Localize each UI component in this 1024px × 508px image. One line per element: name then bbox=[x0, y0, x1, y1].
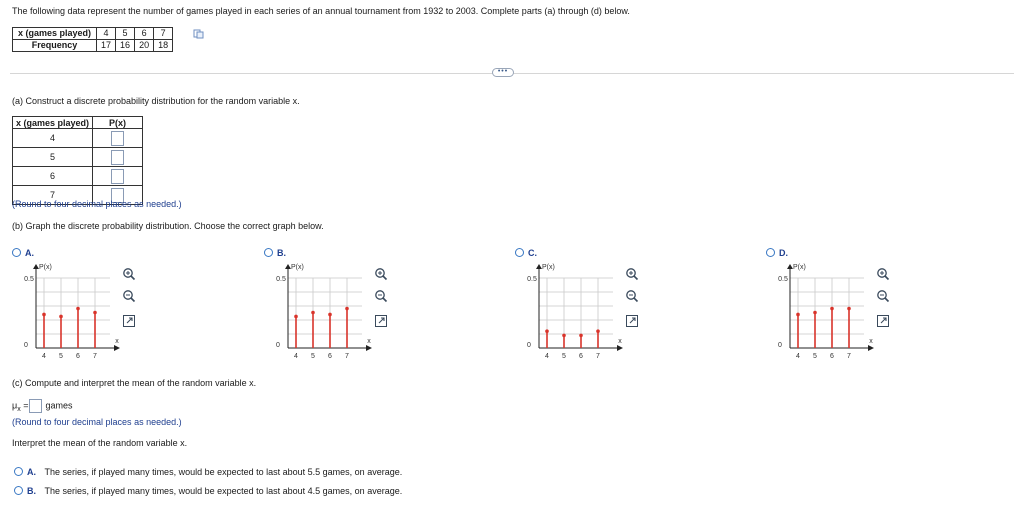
x-tick-label: 7 bbox=[345, 353, 349, 360]
table-row bbox=[13, 167, 143, 186]
x-tick-label: 4 bbox=[42, 353, 46, 360]
frequency-table bbox=[12, 27, 173, 52]
frequency-value: 17 bbox=[97, 40, 116, 52]
more-button[interactable]: ••• bbox=[492, 68, 514, 77]
zoom-in-icon[interactable] bbox=[876, 267, 890, 281]
copy-data-icon[interactable] bbox=[193, 29, 204, 39]
mu-subscript: x bbox=[17, 406, 21, 414]
probability-point bbox=[294, 315, 298, 319]
x-axis-label: x bbox=[618, 338, 622, 345]
y-tick-label: 0.5 bbox=[778, 276, 788, 283]
open-new-window-icon[interactable] bbox=[122, 314, 136, 328]
zoom-in-icon[interactable] bbox=[122, 267, 136, 281]
x-axis-arrow-icon bbox=[114, 345, 120, 351]
px-input-4[interactable] bbox=[111, 131, 124, 146]
probability-table bbox=[12, 116, 143, 205]
x-axis-arrow-icon bbox=[366, 345, 372, 351]
table-row bbox=[13, 129, 143, 148]
probability-graph bbox=[14, 260, 124, 360]
handle bbox=[885, 276, 889, 280]
probability-point bbox=[830, 307, 834, 311]
probability-graph bbox=[517, 260, 627, 360]
open-new-window-icon[interactable] bbox=[374, 314, 388, 328]
px-input-6[interactable] bbox=[111, 169, 124, 184]
y-tick-label: 0.5 bbox=[276, 276, 286, 283]
probability-point bbox=[76, 307, 80, 311]
mu-symbol: μ bbox=[12, 400, 18, 411]
y-tick-label: 0 bbox=[276, 342, 280, 349]
handle bbox=[885, 298, 889, 302]
frequency-value: 18 bbox=[154, 40, 173, 52]
y-axis-label: P(x) bbox=[793, 264, 806, 271]
probability-point bbox=[596, 329, 600, 333]
frequency-value: 20 bbox=[135, 40, 154, 52]
zoom-out-icon[interactable] bbox=[374, 289, 388, 303]
x-axis-label: x bbox=[115, 338, 119, 345]
handle bbox=[383, 298, 387, 302]
probability-graph bbox=[266, 260, 376, 360]
x-tick-label: 4 bbox=[545, 353, 549, 360]
handle bbox=[634, 276, 638, 280]
table-row bbox=[13, 40, 173, 52]
handle bbox=[131, 276, 135, 280]
probability-point bbox=[562, 334, 566, 338]
x-tick-label: 5 bbox=[59, 353, 63, 360]
y-axis-label: P(x) bbox=[542, 264, 555, 271]
x-value: 6 bbox=[135, 28, 154, 40]
x-header: x (games played) bbox=[13, 28, 97, 40]
probability-point bbox=[59, 315, 63, 319]
probability-graph bbox=[768, 260, 878, 360]
open-new-window-icon[interactable] bbox=[876, 314, 890, 328]
radio-icon[interactable] bbox=[12, 248, 21, 257]
x-value: 4 bbox=[97, 28, 116, 40]
graph-option-a[interactable] bbox=[12, 248, 34, 258]
zoom-out-icon[interactable] bbox=[876, 289, 890, 303]
zoom-out-icon[interactable] bbox=[122, 289, 136, 303]
y-tick-label: 0.5 bbox=[527, 276, 537, 283]
mean-answer-row bbox=[12, 399, 72, 413]
x-tick-label: 5 bbox=[562, 353, 566, 360]
radio-icon[interactable] bbox=[14, 467, 23, 476]
zoom-out-icon[interactable] bbox=[625, 289, 639, 303]
y-tick-label: 0 bbox=[527, 342, 531, 349]
x-tick-label: 7 bbox=[93, 353, 97, 360]
option-letter: A. bbox=[25, 248, 34, 258]
x-axis-arrow-icon bbox=[868, 345, 874, 351]
x-tick-label: 6 bbox=[76, 353, 80, 360]
x-tick-label: 6 bbox=[328, 353, 332, 360]
graph-option-b[interactable] bbox=[264, 248, 286, 258]
part-a-prompt: (a) Construct a discrete probability distribution for the random variable x. bbox=[12, 96, 300, 106]
intro-text: The following data represent the number of games played in each series of an annual tournament from 1932 to 2003. Complete parts (a) through (d) below. bbox=[12, 6, 630, 16]
probability-point bbox=[813, 311, 817, 315]
table-row bbox=[13, 148, 143, 167]
graph-option-d[interactable] bbox=[766, 248, 788, 258]
mean-input[interactable] bbox=[29, 399, 42, 413]
probability-point bbox=[345, 307, 349, 311]
radio-icon[interactable] bbox=[515, 248, 524, 257]
x-tick-label: 4 bbox=[796, 353, 800, 360]
probability-point bbox=[311, 311, 315, 315]
option-text: The series, if played many times, would be expected to last about 4.5 games, on average. bbox=[44, 486, 403, 496]
graph-option-c[interactable] bbox=[515, 248, 537, 258]
option-letter: C. bbox=[528, 248, 537, 258]
x-tick-label: 6 bbox=[830, 353, 834, 360]
interpret-option-b[interactable] bbox=[14, 486, 402, 496]
option-letter: D. bbox=[779, 248, 788, 258]
frequency-header: Frequency bbox=[13, 40, 97, 52]
probability-point bbox=[545, 329, 549, 333]
y-tick-label: 0 bbox=[778, 342, 782, 349]
option-text: The series, if played many times, would be expected to last about 5.5 games, on average. bbox=[44, 467, 403, 477]
y-axis-label: P(x) bbox=[39, 264, 52, 271]
frequency-value: 16 bbox=[116, 40, 135, 52]
open-new-window-icon[interactable] bbox=[625, 314, 639, 328]
x-tick-label: 7 bbox=[847, 353, 851, 360]
x-tick-label: 7 bbox=[596, 353, 600, 360]
table-row bbox=[13, 117, 143, 129]
x-tick-label: 6 bbox=[579, 353, 583, 360]
y-axis-label: P(x) bbox=[291, 264, 304, 271]
x-axis-arrow-icon bbox=[617, 345, 623, 351]
part-c-round-hint: (Round to four decimal places as needed.) bbox=[12, 417, 182, 427]
x-tick-label: 5 bbox=[813, 353, 817, 360]
part-c-prompt: (c) Compute and interpret the mean of the random variable x. bbox=[12, 378, 257, 388]
radio-icon[interactable] bbox=[14, 486, 23, 495]
x-axis-label: x bbox=[367, 338, 371, 345]
option-letter: B. bbox=[27, 486, 36, 496]
handle bbox=[634, 298, 638, 302]
handle bbox=[383, 276, 387, 280]
x-cell: 7 bbox=[13, 186, 93, 205]
col-x-header: x (games played) bbox=[13, 117, 93, 129]
y-tick-label: 0 bbox=[24, 342, 28, 349]
part-b-prompt: (b) Graph the discrete probability distribution. Choose the correct graph below. bbox=[12, 221, 324, 231]
zoom-in-icon[interactable] bbox=[625, 267, 639, 281]
x-axis-label: x bbox=[869, 338, 873, 345]
mean-unit: games bbox=[45, 400, 73, 411]
equals-sign: = bbox=[23, 400, 29, 411]
radio-icon[interactable] bbox=[766, 248, 775, 257]
part-a-round-hint: (Round to four decimal places as needed.) bbox=[12, 199, 182, 209]
x-cell: 4 bbox=[13, 129, 93, 148]
zoom-in-icon[interactable] bbox=[374, 267, 388, 281]
probability-point bbox=[93, 311, 97, 315]
col-p-header: P(x) bbox=[93, 117, 143, 129]
table-row bbox=[13, 28, 173, 40]
x-value: 7 bbox=[154, 28, 173, 40]
y-tick-label: 0.5 bbox=[24, 276, 34, 283]
px-input-5[interactable] bbox=[111, 150, 124, 165]
radio-icon[interactable] bbox=[264, 248, 273, 257]
interpret-prompt: Interpret the mean of the random variable x. bbox=[12, 438, 188, 448]
x-cell: 5 bbox=[13, 148, 93, 167]
x-tick-label: 5 bbox=[311, 353, 315, 360]
probability-point bbox=[42, 313, 46, 317]
option-letter: A. bbox=[27, 467, 36, 477]
option-letter: B. bbox=[277, 248, 286, 258]
x-tick-label: 4 bbox=[294, 353, 298, 360]
handle bbox=[131, 298, 135, 302]
probability-point bbox=[579, 334, 583, 338]
probability-point bbox=[847, 307, 851, 311]
x-value: 5 bbox=[116, 28, 135, 40]
interpret-option-a[interactable] bbox=[14, 467, 402, 477]
probability-point bbox=[328, 313, 332, 317]
x-cell: 6 bbox=[13, 167, 93, 186]
probability-point bbox=[796, 313, 800, 317]
